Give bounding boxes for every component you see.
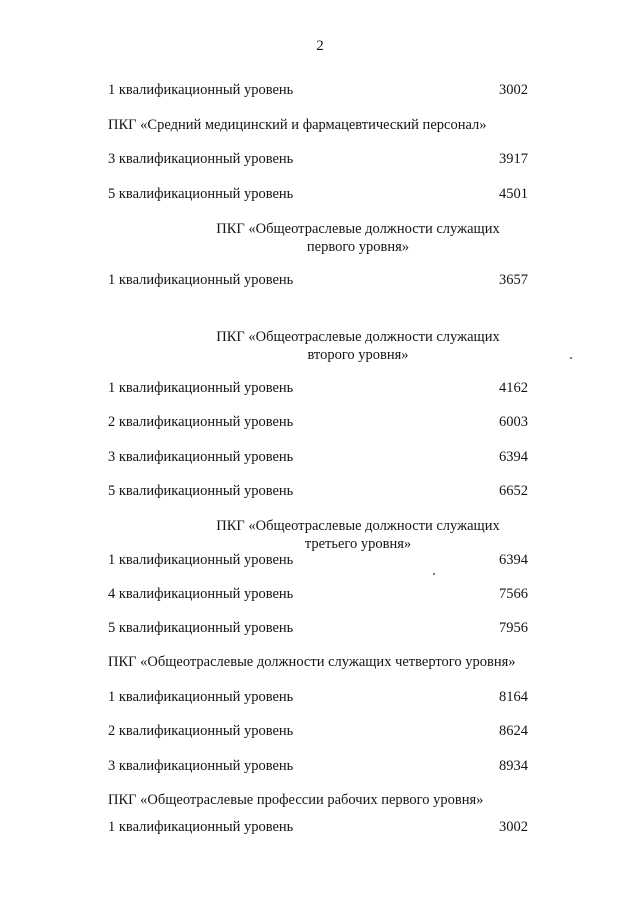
- salary-value: 6394: [499, 552, 528, 568]
- group-heading: ПКГ «Средний медицинский и фармацевтический персонал»: [108, 117, 487, 133]
- salary-value: 4162: [499, 380, 528, 396]
- level-label: 1 квалификационный уровень: [108, 380, 294, 396]
- level-label: 5 квалификационный уровень: [108, 620, 294, 636]
- group-heading: [200, 220, 516, 256]
- group-heading-line: второго уровня»: [307, 347, 409, 363]
- group-heading: ПКГ «Общеотраслевые профессии рабочих первого уровня»: [108, 792, 484, 808]
- level-label: 5 квалификационный уровень: [108, 483, 294, 499]
- group-heading: [200, 517, 516, 553]
- salary-value: 6003: [499, 414, 528, 430]
- level-label: 1 квалификационный уровень: [108, 552, 294, 568]
- scan-speck: [433, 573, 435, 575]
- salary-value: 6394: [499, 449, 528, 465]
- salary-value: 8934: [499, 758, 528, 774]
- level-label: 3 квалификационный уровень: [108, 449, 294, 465]
- salary-value: 6652: [499, 483, 528, 499]
- salary-value: 3002: [499, 819, 528, 835]
- salary-value: 8624: [499, 723, 528, 739]
- level-label: 4 квалификационный уровень: [108, 586, 294, 602]
- group-heading-line: ПКГ «Общеотраслевые должности служащих: [216, 518, 500, 534]
- group-heading-line: ПКГ «Общеотраслевые должности служащих: [216, 221, 500, 237]
- level-label: 3 квалификационный уровень: [108, 758, 294, 774]
- salary-value: 4501: [499, 186, 528, 202]
- level-label: 5 квалификационный уровень: [108, 186, 294, 202]
- salary-value: 7566: [499, 586, 528, 602]
- level-label: 1 квалификационный уровень: [108, 82, 294, 98]
- group-heading: ПКГ «Общеотраслевые должности служащих четвертого уровня»: [108, 654, 516, 670]
- level-label: 2 квалификационный уровень: [108, 723, 294, 739]
- salary-value: 7956: [499, 620, 528, 636]
- salary-value: 8164: [499, 689, 528, 705]
- level-label: 1 квалификационный уровень: [108, 819, 294, 835]
- level-label: 3 квалификационный уровень: [108, 151, 294, 167]
- salary-value: 3657: [499, 272, 528, 288]
- scan-speck: [570, 357, 572, 359]
- page-number: 2: [316, 38, 324, 54]
- group-heading: [200, 328, 516, 364]
- group-heading-line: третьего уровня»: [304, 536, 412, 552]
- group-heading-line: первого уровня»: [306, 239, 410, 255]
- group-heading-line: ПКГ «Общеотраслевые должности служащих: [216, 329, 500, 345]
- level-label: 2 квалификационный уровень: [108, 414, 294, 430]
- level-label: 1 квалификационный уровень: [108, 272, 294, 288]
- salary-value: 3917: [499, 151, 528, 167]
- salary-value: 3002: [499, 82, 528, 98]
- level-label: 1 квалификационный уровень: [108, 689, 294, 705]
